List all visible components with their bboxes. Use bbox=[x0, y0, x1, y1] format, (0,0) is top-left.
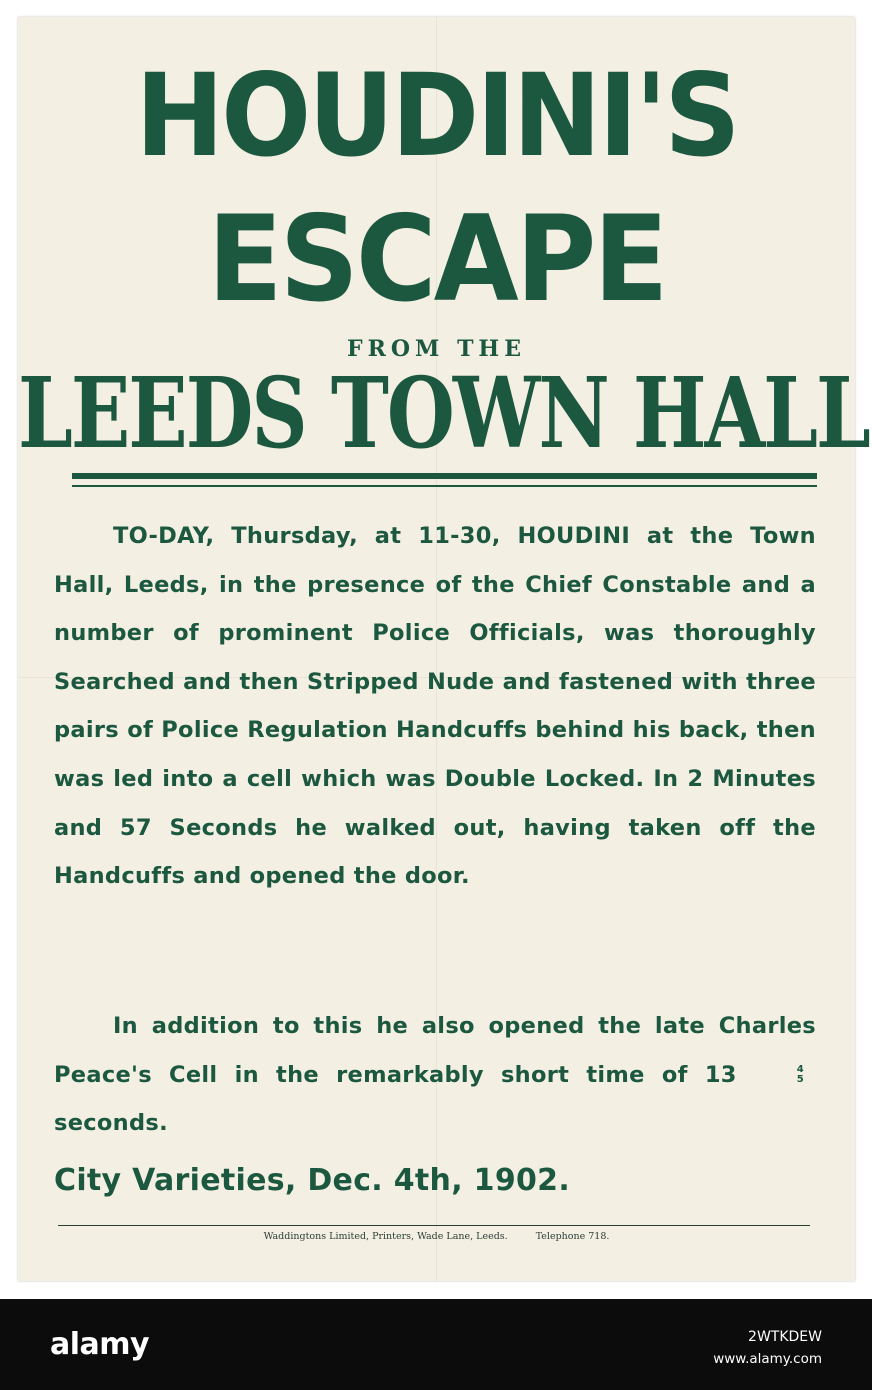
venue-date: City Varieties, Dec. 4th, 1902. bbox=[54, 1163, 571, 1198]
footer-rule bbox=[58, 1225, 810, 1226]
stock-watermark-bar bbox=[0, 1299, 872, 1390]
paragraph-peace-cell-text: In addition to this he also opened the late Charles Peace's Cell in the remarkably short time of 13 bbox=[54, 1013, 816, 1088]
paragraph-escape-account: TO-DAY, Thursday, at 11-30, HOUDINI at the Town Hall, Leeds, in the presence of the Chief Constable and a number of prominent Police Officials, was thoroughly Searched and then Stripped Nude and fastened with three pairs of Police Regulation Handcuffs behind his back, then was led into a cell which was Double Locked. In 2 Minutes and 57 Seconds he walked out, having taken off the Handcuffs and opened the door. bbox=[54, 523, 816, 890]
stock-brand-logo: alamy bbox=[50, 1327, 150, 1362]
title-houdinis: HOUDINI'S bbox=[135, 49, 738, 182]
printer-telephone: Telephone 718. bbox=[535, 1231, 610, 1242]
paragraph-peace-cell-end: seconds. bbox=[54, 1110, 168, 1137]
divider-rule-thin bbox=[72, 485, 817, 487]
printer-name: Waddingtons Limited, Printers, Wade Lane, Leeds. bbox=[263, 1231, 508, 1242]
stock-url: www.alamy.com bbox=[713, 1351, 822, 1367]
title-leeds-town-hall: LEEDS TOWN HALL bbox=[18, 357, 869, 471]
fraction-denominator: 5 bbox=[796, 1074, 804, 1086]
fraction-four-fifths bbox=[738, 1065, 804, 1085]
stock-image-id: 2WTKDEW bbox=[748, 1329, 822, 1345]
divider-rule-thick bbox=[72, 473, 817, 479]
poster bbox=[18, 17, 869, 1281]
fraction-numerator: 4 bbox=[796, 1064, 804, 1076]
paragraph-peace-cell bbox=[54, 1002, 816, 1148]
title-escape: ESCAPE bbox=[207, 190, 666, 329]
title-from-the: FROM THE bbox=[346, 336, 526, 362]
printer-credit bbox=[18, 1231, 855, 1242]
